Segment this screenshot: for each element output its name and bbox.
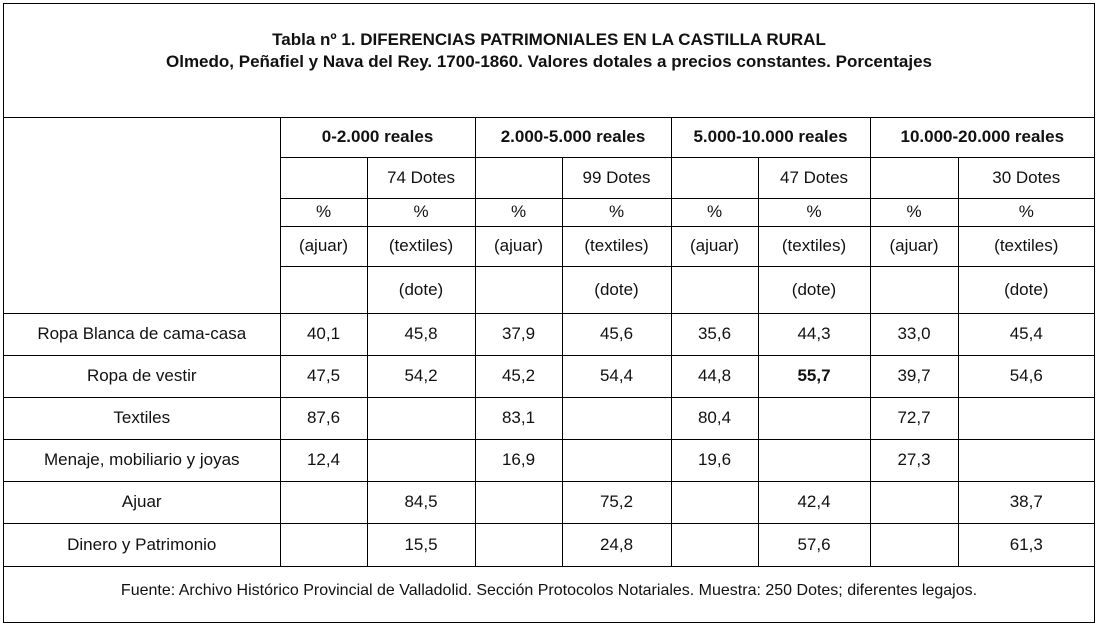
empty-cell (280, 157, 367, 198)
percent-label: % (870, 198, 958, 226)
table-cell: 54,4 (562, 355, 671, 397)
percent-label: % (280, 198, 367, 226)
table-cell: 44,8 (671, 355, 758, 397)
row-label: Ropa Blanca de cama-casa (4, 313, 280, 355)
table-cell (870, 481, 958, 523)
table-cell: 38,7 (958, 481, 1094, 523)
header-row-groups (4, 117, 1094, 157)
row-label: Dinero y Patrimonio (4, 523, 280, 566)
table-cell (280, 481, 367, 523)
table-cell: 44,3 (758, 313, 870, 355)
dote-label: (dote) (958, 266, 1094, 313)
table-cell: 12,4 (280, 439, 367, 481)
table-cell (958, 439, 1094, 481)
table-row (4, 439, 1094, 481)
table-cell: 75,2 (562, 481, 671, 523)
table-cell (367, 397, 475, 439)
ajuar-label: (ajuar) (870, 226, 958, 266)
table-cell: 15,5 (367, 523, 475, 566)
table-cell: 27,3 (870, 439, 958, 481)
row-label: Menaje, mobiliario y joyas (4, 439, 280, 481)
percent-label: % (475, 198, 562, 226)
textiles-label: (textiles) (367, 226, 475, 266)
percent-label: % (367, 198, 475, 226)
table-cell: 45,6 (562, 313, 671, 355)
ajuar-label: (ajuar) (475, 226, 562, 266)
textiles-label: (textiles) (562, 226, 671, 266)
textiles-label: (textiles) (758, 226, 870, 266)
row-label: Ropa de vestir (4, 355, 280, 397)
table-cell: 35,6 (671, 313, 758, 355)
empty-cell (475, 266, 562, 313)
empty-cell (280, 266, 367, 313)
table-cell: 24,8 (562, 523, 671, 566)
table-cell: 54,6 (958, 355, 1094, 397)
header-corner-cell (4, 117, 280, 313)
table-cell (671, 481, 758, 523)
table-row (4, 523, 1094, 566)
row-label: Ajuar (4, 481, 280, 523)
table-cell: 16,9 (475, 439, 562, 481)
table-cell (758, 397, 870, 439)
ajuar-label: (ajuar) (280, 226, 367, 266)
table-cell: 40,1 (280, 313, 367, 355)
empty-cell (870, 157, 958, 198)
empty-cell (475, 157, 562, 198)
source-note: Fuente: Archivo Histórico Provincial de Valladolid. Sección Protocolos Notariales. Muestra: 250 Dotes; diferentes legajos. (120, 582, 978, 599)
table-row (4, 481, 1094, 523)
table-title: Tabla nº 1. DIFERENCIAS PATRIMONIALES EN LA CASTILLA RURAL (272, 30, 826, 49)
table-cell (562, 439, 671, 481)
table-cell (475, 523, 562, 566)
table-cell-highlighted: 55,7 (758, 355, 870, 397)
empty-cell (870, 266, 958, 313)
table-cell: 19,6 (671, 439, 758, 481)
table-cell: 54,2 (367, 355, 475, 397)
table-cell (870, 523, 958, 566)
group-header: 2.000-5.000 reales (475, 117, 671, 157)
textiles-label: (textiles) (958, 226, 1094, 266)
row-label: Textiles (4, 397, 280, 439)
dote-label: (dote) (562, 266, 671, 313)
dotes-count: 47 Dotes (758, 157, 870, 198)
table-cell (958, 397, 1094, 439)
percent-label: % (958, 198, 1094, 226)
table-cell (280, 523, 367, 566)
data-table (4, 117, 1094, 567)
group-header: 10.000-20.000 reales (870, 117, 1094, 157)
group-header: 0-2.000 reales (280, 117, 475, 157)
empty-cell (671, 157, 758, 198)
table-cell: 45,8 (367, 313, 475, 355)
empty-cell (671, 266, 758, 313)
dotes-count: 30 Dotes (958, 157, 1094, 198)
table-cell: 83,1 (475, 397, 562, 439)
table-cell: 47,5 (280, 355, 367, 397)
table-row (4, 313, 1094, 355)
table-cell: 84,5 (367, 481, 475, 523)
dotes-count: 74 Dotes (367, 157, 475, 198)
table-cell (367, 439, 475, 481)
table-cell (562, 397, 671, 439)
table-frame (3, 3, 1095, 623)
dotes-count: 99 Dotes (562, 157, 671, 198)
table-cell: 61,3 (958, 523, 1094, 566)
table-cell: 87,6 (280, 397, 367, 439)
table-cell: 80,4 (671, 397, 758, 439)
table-cell: 37,9 (475, 313, 562, 355)
table-cell: 33,0 (870, 313, 958, 355)
table-cell: 72,7 (870, 397, 958, 439)
percent-label: % (758, 198, 870, 226)
percent-label: % (671, 198, 758, 226)
table-cell (671, 523, 758, 566)
table-cell (475, 481, 562, 523)
table-cell: 57,6 (758, 523, 870, 566)
ajuar-label: (ajuar) (671, 226, 758, 266)
table-subtitle: Olmedo, Peñafiel y Nava del Rey. 1700-1860. Valores dotales a precios constantes. Porcentajes (166, 52, 932, 71)
table-cell: 39,7 (870, 355, 958, 397)
table-cell: 45,2 (475, 355, 562, 397)
table-row (4, 397, 1094, 439)
group-header: 5.000-10.000 reales (671, 117, 870, 157)
dote-label: (dote) (367, 266, 475, 313)
percent-label: % (562, 198, 671, 226)
table-cell: 45,4 (958, 313, 1094, 355)
table-cell (758, 439, 870, 481)
table-cell: 42,4 (758, 481, 870, 523)
title-block (4, 4, 1094, 118)
dote-label: (dote) (758, 266, 870, 313)
table-row (4, 355, 1094, 397)
